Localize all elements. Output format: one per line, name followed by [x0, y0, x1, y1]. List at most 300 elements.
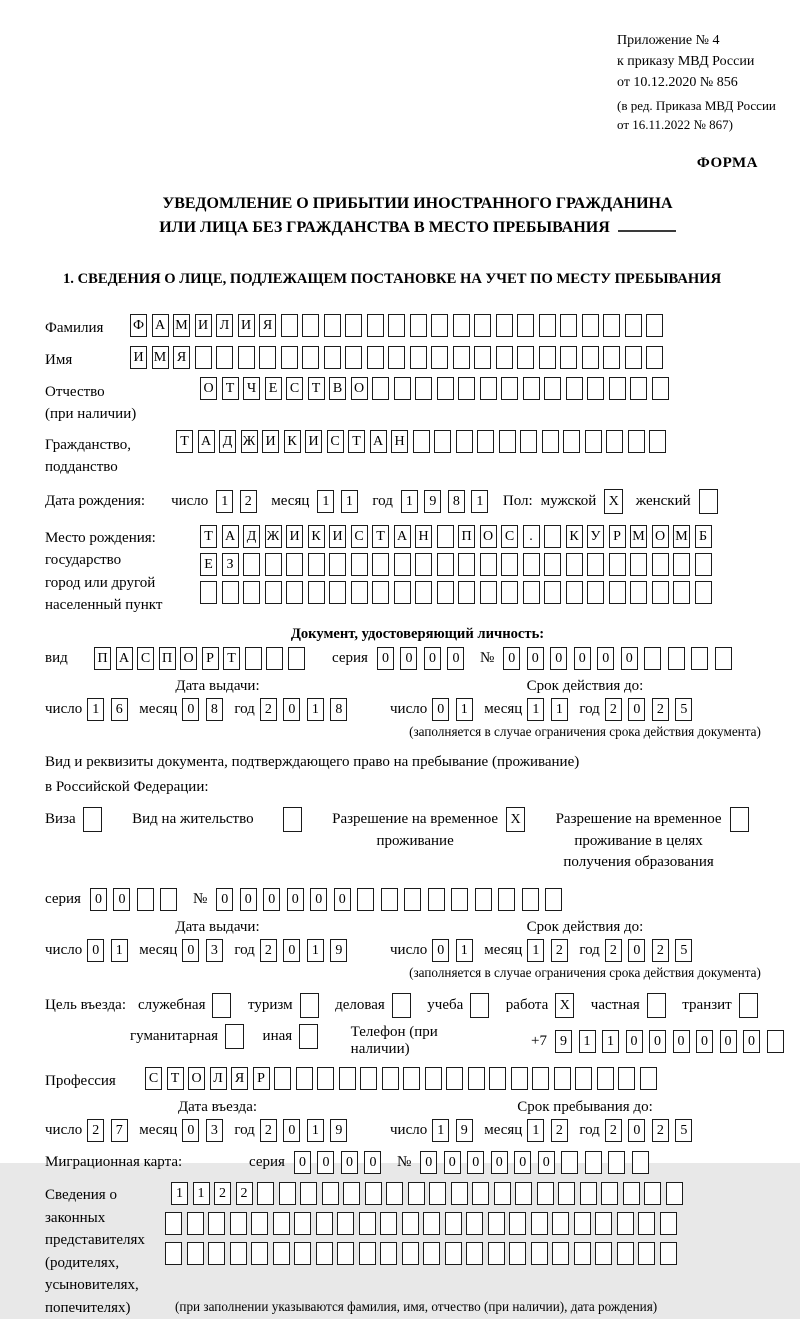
char-cell[interactable]: С [351, 525, 368, 548]
char-cell[interactable]: Ж [241, 430, 258, 453]
char-cell[interactable] [625, 314, 642, 337]
char-cell[interactable] [238, 346, 255, 369]
char-cell[interactable] [316, 1242, 333, 1265]
char-cell[interactable]: 0 [538, 1151, 555, 1174]
char-cell[interactable]: У [587, 525, 604, 548]
char-cell[interactable] [652, 553, 669, 576]
char-cell[interactable] [243, 553, 260, 576]
char-cell[interactable]: 0 [574, 647, 591, 670]
char-cell[interactable]: Т [223, 647, 240, 670]
char-cell[interactable]: 0 [432, 939, 449, 962]
char-cell[interactable] [445, 1212, 462, 1235]
char-cell[interactable]: 0 [263, 888, 280, 911]
char-cell[interactable] [477, 430, 494, 453]
char-cell[interactable] [617, 1212, 634, 1235]
char-cell[interactable]: 0 [696, 1030, 713, 1053]
checkbox-cell[interactable] [300, 993, 319, 1018]
char-cell[interactable] [517, 346, 534, 369]
char-cell[interactable]: 0 [377, 647, 394, 670]
char-cell[interactable]: 1 [401, 490, 418, 513]
checkbox-cell[interactable] [647, 993, 666, 1018]
char-cell[interactable] [257, 1182, 274, 1205]
char-cell[interactable] [488, 1242, 505, 1265]
char-cell[interactable] [488, 1212, 505, 1235]
char-cell[interactable] [402, 1212, 419, 1235]
char-cell[interactable]: 5 [675, 698, 692, 721]
char-cell[interactable] [381, 888, 398, 911]
char-cell[interactable] [480, 377, 497, 400]
char-cell[interactable]: 1 [579, 1030, 596, 1053]
char-cell[interactable]: 0 [341, 1151, 358, 1174]
char-cell[interactable]: О [200, 377, 217, 400]
char-cell[interactable] [558, 1182, 575, 1205]
char-cell[interactable] [388, 346, 405, 369]
char-cell[interactable] [372, 581, 389, 604]
char-cell[interactable] [288, 647, 305, 670]
char-cell[interactable]: К [308, 525, 325, 548]
char-cell[interactable]: С [137, 647, 154, 670]
char-cell[interactable]: М [152, 346, 169, 369]
char-cell[interactable] [509, 1242, 526, 1265]
char-cell[interactable] [673, 581, 690, 604]
char-cell[interactable] [308, 553, 325, 576]
char-cell[interactable] [566, 553, 583, 576]
char-cell[interactable] [585, 430, 602, 453]
char-cell[interactable] [259, 346, 276, 369]
char-cell[interactable] [274, 1067, 291, 1090]
char-cell[interactable]: 2 [652, 1119, 669, 1142]
char-cell[interactable] [329, 581, 346, 604]
char-cell[interactable]: 8 [206, 698, 223, 721]
char-cell[interactable]: Т [308, 377, 325, 400]
char-cell[interactable] [575, 1067, 592, 1090]
char-cell[interactable]: 1 [193, 1182, 210, 1205]
char-cell[interactable]: 1 [527, 939, 544, 962]
char-cell[interactable] [187, 1242, 204, 1265]
char-cell[interactable]: 2 [214, 1182, 231, 1205]
char-cell[interactable]: 0 [334, 888, 351, 911]
char-cell[interactable] [302, 346, 319, 369]
char-cell[interactable]: 2 [260, 1119, 277, 1142]
char-cell[interactable]: . [523, 525, 540, 548]
char-cell[interactable]: 1 [456, 698, 473, 721]
char-cell[interactable] [563, 430, 580, 453]
char-cell[interactable]: 0 [628, 939, 645, 962]
char-cell[interactable] [300, 1182, 317, 1205]
char-cell[interactable] [408, 1182, 425, 1205]
char-cell[interactable]: Т [200, 525, 217, 548]
char-cell[interactable] [216, 346, 233, 369]
char-cell[interactable]: 1 [456, 939, 473, 962]
char-cell[interactable] [165, 1212, 182, 1235]
char-cell[interactable] [630, 377, 647, 400]
char-cell[interactable] [544, 581, 561, 604]
char-cell[interactable] [382, 1067, 399, 1090]
char-cell[interactable] [410, 314, 427, 337]
char-cell[interactable] [499, 430, 516, 453]
char-cell[interactable]: 0 [447, 647, 464, 670]
char-cell[interactable]: 9 [456, 1119, 473, 1142]
char-cell[interactable] [337, 1212, 354, 1235]
char-cell[interactable] [515, 1182, 532, 1205]
char-cell[interactable] [523, 581, 540, 604]
checkbox-cell[interactable] [470, 993, 489, 1018]
char-cell[interactable]: Я [173, 346, 190, 369]
char-cell[interactable] [281, 314, 298, 337]
checkbox-cell[interactable] [699, 489, 718, 514]
char-cell[interactable] [498, 888, 515, 911]
char-cell[interactable] [630, 553, 647, 576]
char-cell[interactable] [286, 581, 303, 604]
checkbox-cell[interactable] [83, 807, 102, 832]
char-cell[interactable] [279, 1182, 296, 1205]
char-cell[interactable]: 0 [597, 647, 614, 670]
char-cell[interactable] [451, 888, 468, 911]
char-cell[interactable] [617, 1242, 634, 1265]
char-cell[interactable] [587, 581, 604, 604]
char-cell[interactable] [431, 314, 448, 337]
char-cell[interactable] [380, 1212, 397, 1235]
char-cell[interactable] [523, 377, 540, 400]
char-cell[interactable] [337, 1242, 354, 1265]
char-cell[interactable]: 0 [240, 888, 257, 911]
char-cell[interactable] [587, 377, 604, 400]
char-cell[interactable]: 0 [310, 888, 327, 911]
char-cell[interactable]: 0 [743, 1030, 760, 1053]
char-cell[interactable]: 1 [341, 490, 358, 513]
char-cell[interactable] [394, 553, 411, 576]
char-cell[interactable]: 0 [444, 1151, 461, 1174]
char-cell[interactable]: 0 [503, 647, 520, 670]
char-cell[interactable]: К [284, 430, 301, 453]
char-cell[interactable] [652, 581, 669, 604]
char-cell[interactable] [286, 553, 303, 576]
char-cell[interactable]: Т [176, 430, 193, 453]
char-cell[interactable]: 0 [283, 1119, 300, 1142]
char-cell[interactable] [585, 1151, 602, 1174]
char-cell[interactable] [187, 1212, 204, 1235]
char-cell[interactable]: Т [222, 377, 239, 400]
char-cell[interactable]: П [159, 647, 176, 670]
char-cell[interactable] [245, 647, 262, 670]
char-cell[interactable] [296, 1067, 313, 1090]
char-cell[interactable] [595, 1212, 612, 1235]
char-cell[interactable] [695, 553, 712, 576]
char-cell[interactable] [660, 1242, 677, 1265]
char-cell[interactable] [517, 314, 534, 337]
char-cell[interactable] [544, 525, 561, 548]
char-cell[interactable]: О [188, 1067, 205, 1090]
char-cell[interactable] [230, 1212, 247, 1235]
char-cell[interactable] [208, 1242, 225, 1265]
char-cell[interactable] [640, 1067, 657, 1090]
char-cell[interactable] [609, 377, 626, 400]
char-cell[interactable] [137, 888, 154, 911]
char-cell[interactable]: Т [167, 1067, 184, 1090]
checkbox-cell[interactable] [283, 807, 302, 832]
char-cell[interactable] [302, 314, 319, 337]
checkbox-cell[interactable] [225, 1024, 244, 1049]
char-cell[interactable] [496, 314, 513, 337]
char-cell[interactable]: Т [348, 430, 365, 453]
char-cell[interactable] [367, 314, 384, 337]
char-cell[interactable]: 6 [111, 698, 128, 721]
char-cell[interactable]: П [94, 647, 111, 670]
char-cell[interactable]: 0 [216, 888, 233, 911]
char-cell[interactable] [329, 553, 346, 576]
char-cell[interactable]: Ф [130, 314, 147, 337]
char-cell[interactable] [668, 647, 685, 670]
char-cell[interactable] [437, 581, 454, 604]
char-cell[interactable]: К [566, 525, 583, 548]
char-cell[interactable] [632, 1151, 649, 1174]
char-cell[interactable] [582, 346, 599, 369]
char-cell[interactable]: 2 [551, 939, 568, 962]
char-cell[interactable]: И [329, 525, 346, 548]
char-cell[interactable] [415, 581, 432, 604]
char-cell[interactable]: И [286, 525, 303, 548]
char-cell[interactable] [545, 888, 562, 911]
char-cell[interactable]: С [286, 377, 303, 400]
char-cell[interactable]: 1 [602, 1030, 619, 1053]
char-cell[interactable]: П [458, 525, 475, 548]
char-cell[interactable]: М [173, 314, 190, 337]
char-cell[interactable] [451, 1182, 468, 1205]
char-cell[interactable]: И [195, 314, 212, 337]
char-cell[interactable] [437, 525, 454, 548]
char-cell[interactable] [456, 430, 473, 453]
char-cell[interactable]: 0 [514, 1151, 531, 1174]
char-cell[interactable] [501, 553, 518, 576]
char-cell[interactable] [428, 888, 445, 911]
char-cell[interactable] [423, 1212, 440, 1235]
char-cell[interactable] [308, 581, 325, 604]
char-cell[interactable]: 0 [182, 1119, 199, 1142]
char-cell[interactable]: 2 [240, 490, 257, 513]
char-cell[interactable] [531, 1242, 548, 1265]
char-cell[interactable] [431, 346, 448, 369]
char-cell[interactable]: 0 [182, 939, 199, 962]
char-cell[interactable]: 0 [626, 1030, 643, 1053]
char-cell[interactable] [453, 314, 470, 337]
checkbox-cell[interactable] [212, 993, 231, 1018]
char-cell[interactable]: 1 [307, 1119, 324, 1142]
char-cell[interactable]: С [327, 430, 344, 453]
char-cell[interactable]: 1 [87, 698, 104, 721]
checkbox-cell[interactable] [392, 993, 411, 1018]
char-cell[interactable]: 1 [527, 698, 544, 721]
char-cell[interactable] [357, 888, 374, 911]
char-cell[interactable] [273, 1242, 290, 1265]
char-cell[interactable] [324, 346, 341, 369]
char-cell[interactable]: Т [372, 525, 389, 548]
char-cell[interactable]: 1 [317, 490, 334, 513]
char-cell[interactable]: Л [216, 314, 233, 337]
char-cell[interactable] [294, 1212, 311, 1235]
char-cell[interactable] [351, 553, 368, 576]
char-cell[interactable]: Д [243, 525, 260, 548]
char-cell[interactable] [574, 1242, 591, 1265]
char-cell[interactable] [380, 1242, 397, 1265]
char-cell[interactable] [394, 377, 411, 400]
char-cell[interactable]: Р [253, 1067, 270, 1090]
char-cell[interactable]: З [222, 553, 239, 576]
char-cell[interactable] [453, 346, 470, 369]
char-cell[interactable] [523, 553, 540, 576]
char-cell[interactable] [165, 1242, 182, 1265]
char-cell[interactable] [542, 430, 559, 453]
char-cell[interactable] [673, 553, 690, 576]
checkbox-cell[interactable]: X [555, 993, 574, 1018]
char-cell[interactable] [266, 647, 283, 670]
char-cell[interactable]: Н [391, 430, 408, 453]
char-cell[interactable] [251, 1242, 268, 1265]
char-cell[interactable]: С [501, 525, 518, 548]
char-cell[interactable] [434, 430, 451, 453]
char-cell[interactable] [666, 1182, 683, 1205]
char-cell[interactable] [652, 377, 669, 400]
char-cell[interactable] [609, 553, 626, 576]
char-cell[interactable] [345, 314, 362, 337]
char-cell[interactable]: 0 [673, 1030, 690, 1053]
char-cell[interactable] [345, 346, 362, 369]
char-cell[interactable] [475, 888, 492, 911]
char-cell[interactable] [322, 1182, 339, 1205]
char-cell[interactable] [597, 1067, 614, 1090]
char-cell[interactable] [560, 314, 577, 337]
char-cell[interactable]: А [370, 430, 387, 453]
char-cell[interactable]: 1 [307, 939, 324, 962]
char-cell[interactable] [265, 581, 282, 604]
char-cell[interactable] [200, 581, 217, 604]
char-cell[interactable]: 0 [649, 1030, 666, 1053]
char-cell[interactable]: И [262, 430, 279, 453]
char-cell[interactable] [649, 430, 666, 453]
char-cell[interactable] [646, 314, 663, 337]
char-cell[interactable] [660, 1212, 677, 1235]
checkbox-cell[interactable]: X [604, 489, 623, 514]
char-cell[interactable]: 2 [652, 939, 669, 962]
char-cell[interactable] [603, 314, 620, 337]
char-cell[interactable]: 1 [527, 1119, 544, 1142]
char-cell[interactable] [413, 430, 430, 453]
char-cell[interactable] [394, 581, 411, 604]
char-cell[interactable] [458, 377, 475, 400]
char-cell[interactable] [501, 581, 518, 604]
char-cell[interactable] [715, 647, 732, 670]
char-cell[interactable] [625, 346, 642, 369]
char-cell[interactable]: М [673, 525, 690, 548]
char-cell[interactable] [365, 1182, 382, 1205]
char-cell[interactable]: 2 [551, 1119, 568, 1142]
char-cell[interactable] [628, 430, 645, 453]
char-cell[interactable] [372, 377, 389, 400]
char-cell[interactable]: 1 [216, 490, 233, 513]
char-cell[interactable]: 0 [720, 1030, 737, 1053]
char-cell[interactable] [425, 1067, 442, 1090]
char-cell[interactable]: 2 [605, 698, 622, 721]
char-cell[interactable]: А [222, 525, 239, 548]
char-cell[interactable]: О [351, 377, 368, 400]
char-cell[interactable]: 9 [330, 939, 347, 962]
char-cell[interactable] [466, 1242, 483, 1265]
char-cell[interactable] [552, 1242, 569, 1265]
char-cell[interactable]: 0 [621, 647, 638, 670]
char-cell[interactable]: 3 [206, 1119, 223, 1142]
char-cell[interactable] [606, 430, 623, 453]
char-cell[interactable]: 7 [111, 1119, 128, 1142]
char-cell[interactable] [554, 1067, 571, 1090]
char-cell[interactable] [544, 377, 561, 400]
char-cell[interactable] [360, 1067, 377, 1090]
char-cell[interactable] [509, 1212, 526, 1235]
char-cell[interactable] [410, 346, 427, 369]
char-cell[interactable] [630, 581, 647, 604]
char-cell[interactable]: 3 [206, 939, 223, 962]
char-cell[interactable] [566, 377, 583, 400]
char-cell[interactable] [367, 346, 384, 369]
char-cell[interactable] [582, 314, 599, 337]
char-cell[interactable]: 2 [652, 698, 669, 721]
char-cell[interactable]: 0 [182, 698, 199, 721]
char-cell[interactable]: 8 [330, 698, 347, 721]
char-cell[interactable] [595, 1242, 612, 1265]
char-cell[interactable] [767, 1030, 784, 1053]
checkbox-cell[interactable] [730, 807, 749, 832]
char-cell[interactable] [415, 553, 432, 576]
char-cell[interactable] [317, 1067, 334, 1090]
char-cell[interactable]: 0 [294, 1151, 311, 1174]
char-cell[interactable] [544, 553, 561, 576]
char-cell[interactable]: 0 [400, 647, 417, 670]
char-cell[interactable]: И [130, 346, 147, 369]
char-cell[interactable] [324, 314, 341, 337]
char-cell[interactable] [404, 888, 421, 911]
char-cell[interactable] [511, 1067, 528, 1090]
char-cell[interactable] [458, 581, 475, 604]
char-cell[interactable] [359, 1242, 376, 1265]
char-cell[interactable] [580, 1182, 597, 1205]
char-cell[interactable]: И [238, 314, 255, 337]
char-cell[interactable] [423, 1242, 440, 1265]
char-cell[interactable]: А [116, 647, 133, 670]
char-cell[interactable]: 2 [605, 939, 622, 962]
char-cell[interactable] [403, 1067, 420, 1090]
char-cell[interactable]: Б [695, 525, 712, 548]
char-cell[interactable]: А [198, 430, 215, 453]
char-cell[interactable]: 2 [260, 698, 277, 721]
char-cell[interactable]: 5 [675, 1119, 692, 1142]
char-cell[interactable]: А [394, 525, 411, 548]
char-cell[interactable]: 0 [283, 939, 300, 962]
char-cell[interactable] [537, 1182, 554, 1205]
char-cell[interactable] [388, 314, 405, 337]
char-cell[interactable] [281, 346, 298, 369]
checkbox-cell[interactable] [739, 993, 758, 1018]
char-cell[interactable] [480, 581, 497, 604]
char-cell[interactable]: 0 [527, 647, 544, 670]
char-cell[interactable] [566, 581, 583, 604]
char-cell[interactable]: 0 [317, 1151, 334, 1174]
char-cell[interactable] [587, 553, 604, 576]
char-cell[interactable]: 0 [113, 888, 130, 911]
char-cell[interactable]: М [630, 525, 647, 548]
char-cell[interactable]: Ч [243, 377, 260, 400]
char-cell[interactable]: 0 [287, 888, 304, 911]
char-cell[interactable] [646, 346, 663, 369]
char-cell[interactable] [574, 1212, 591, 1235]
char-cell[interactable]: Д [219, 430, 236, 453]
